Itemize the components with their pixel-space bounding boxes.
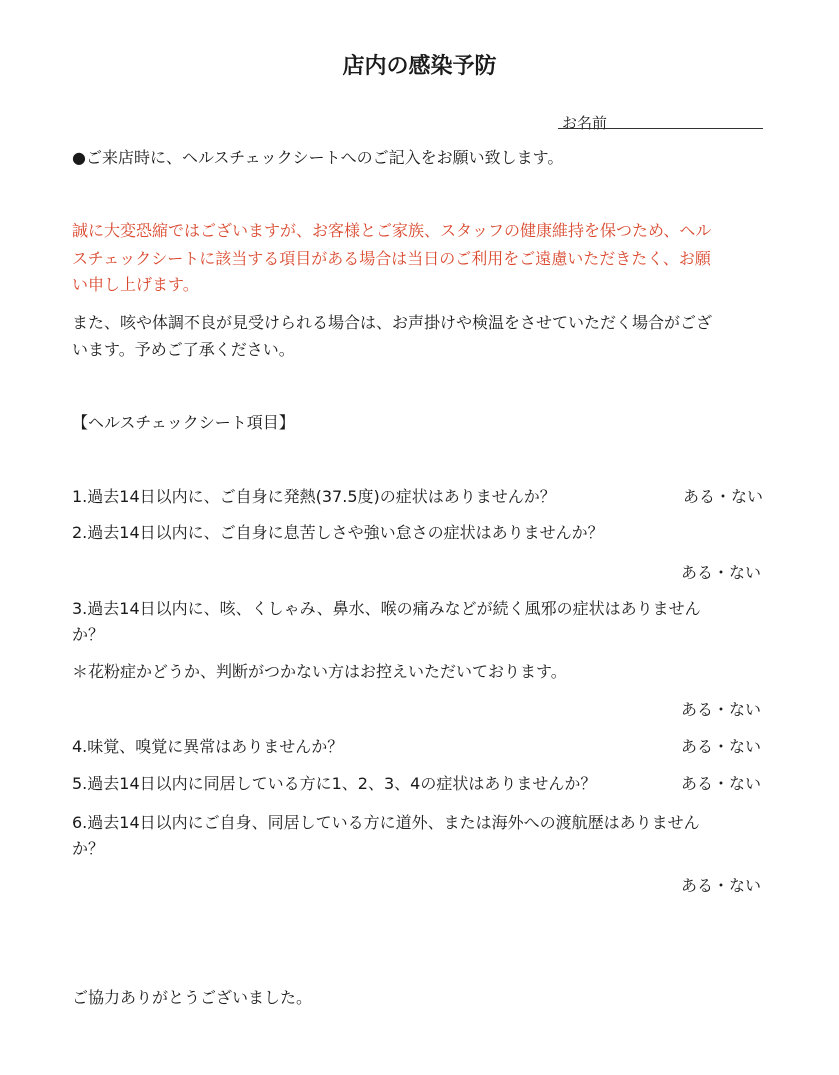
answer-choice-5[interactable]: ある・ない: [680, 774, 761, 793]
question-5: 5.過去14日以内に同居している方に1、2、3、4の症状はありませんか？: [72, 774, 597, 793]
notice-text: ●ご来店時に、ヘルスチェックシートへのご記入をお願い致します。: [72, 148, 564, 167]
question-1: 1.過去14日以内に、ご自身に発熱(37.5度)の症状はありませんか？: [72, 487, 556, 506]
question-3-note: ＊花粉症かどうか、判断がつかない方はお控えいただいております。: [72, 662, 567, 681]
question-6-line-2: か？: [72, 839, 105, 858]
section-header: 【ヘルスチェックシート項目】: [72, 413, 295, 432]
page-title: 店内の感染予防: [342, 54, 497, 79]
answer-choice-2[interactable]: ある・ない: [680, 563, 761, 582]
request-line-3: い申し上げます。: [72, 275, 199, 294]
question-4: 4.味覚、嗅覚に異常はありませんか？: [72, 737, 344, 756]
question-3-line-2: か？: [72, 625, 105, 644]
caution-line-1: また、咳や体調不良が見受けられる場合は、お声掛けや検温をさせていただく場合がござ: [72, 313, 713, 332]
request-line-2: スチェックシートに該当する項目がある場合は当日のご利用をご遠慮いただきたく、お願: [72, 249, 711, 268]
request-line-1: 誠に大変恐縮ではございますが、お客様とご家族、スタッフの健康維持を保つため、ヘル: [72, 221, 712, 240]
question-3-line-1: 3.過去14日以内に、咳、くしゃみ、鼻水、喉の痛みなどが続く風邪の症状はありません: [72, 599, 701, 618]
answer-choice-3[interactable]: ある・ない: [680, 700, 761, 719]
caution-line-2: います。予めご了承ください。: [72, 340, 295, 359]
answer-choice-6[interactable]: ある・ない: [680, 876, 761, 895]
question-2: 2.過去14日以内に、ご自身に息苦しさや強い怠さの症状はありませんか？: [72, 523, 604, 542]
name-underline: [558, 128, 763, 129]
answer-choice-1[interactable]: ある・ない: [682, 487, 763, 506]
question-6-line-1: 6.過去14日以内にご自身、同居している方に道外、または海外への渡航歴はありません: [72, 813, 700, 832]
closing-text: ご協力ありがとうございました。: [72, 988, 313, 1007]
name-label: お名前: [562, 114, 608, 132]
answer-choice-4[interactable]: ある・ない: [680, 737, 761, 756]
